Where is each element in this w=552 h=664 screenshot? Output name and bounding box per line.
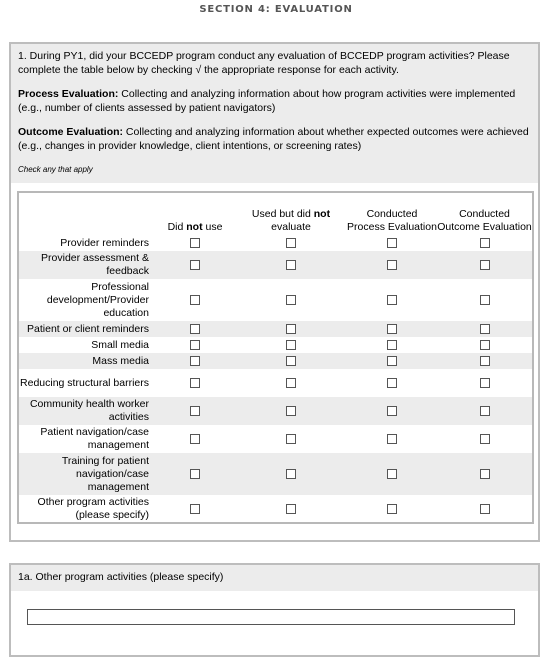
checkbox-cell xyxy=(155,353,235,369)
checkbox-cell xyxy=(347,251,437,279)
checkbox-cell xyxy=(347,425,437,453)
row-label: Small media xyxy=(91,338,149,351)
row-label: Reducing structural barriers xyxy=(20,376,149,389)
check-any-note: Check any that apply xyxy=(18,165,93,174)
checkbox-cell xyxy=(235,337,347,353)
checkbox-cell xyxy=(437,279,532,321)
checkbox-outcome-evaluation[interactable] xyxy=(480,378,490,388)
checkbox-cell xyxy=(437,353,532,369)
checkbox-used-not-evaluated[interactable] xyxy=(286,504,296,514)
checkbox-cell xyxy=(437,321,532,337)
checkbox-cell xyxy=(437,235,532,251)
other-activities-input[interactable] xyxy=(27,609,515,625)
checkbox-used-not-evaluated[interactable] xyxy=(286,238,296,248)
process-evaluation-definition xyxy=(18,88,532,115)
checkbox-cell xyxy=(437,453,532,495)
checkbox-cell xyxy=(155,425,235,453)
question-1-header xyxy=(11,44,538,183)
header-used-not-evaluate: Used but did not evaluate xyxy=(251,208,331,233)
checkbox-cell xyxy=(347,495,437,523)
checkbox-used-not-evaluated[interactable] xyxy=(286,356,296,366)
checkbox-outcome-evaluation[interactable] xyxy=(480,434,490,444)
checkbox-cell xyxy=(347,369,437,397)
checkbox-process-evaluation[interactable] xyxy=(387,356,397,366)
question-1-text: 1. During PY1, did your BCCEDP program conduct any evaluation of BCCEDP program activities? Please complete the table below by checking √ the appropriate response for each activity. xyxy=(18,50,510,76)
checkbox-cell xyxy=(235,251,347,279)
checkbox-cell xyxy=(437,369,532,397)
checkbox-process-evaluation[interactable] xyxy=(387,340,397,350)
checkbox-did-not-use[interactable] xyxy=(190,260,200,270)
checkbox-used-not-evaluated[interactable] xyxy=(286,295,296,305)
checkbox-process-evaluation[interactable] xyxy=(387,324,397,334)
row-label: Training for patient navigation/case management xyxy=(19,453,155,495)
checkbox-cell xyxy=(347,279,437,321)
checkbox-outcome-evaluation[interactable] xyxy=(480,469,490,479)
header-did-not-use: Did not use xyxy=(167,221,223,233)
outcome-evaluation-label: Outcome Evaluation: xyxy=(18,126,124,138)
checkbox-cell xyxy=(155,369,235,397)
checkbox-used-not-evaluated[interactable] xyxy=(286,324,296,334)
checkbox-outcome-evaluation[interactable] xyxy=(480,295,490,305)
table-row xyxy=(19,279,532,321)
checkbox-cell xyxy=(347,453,437,495)
process-evaluation-text: Collecting and analyzing information about how program activities were implemented (e.g., number of clients assessed by patient navigators) xyxy=(18,88,516,114)
checkbox-cell xyxy=(155,321,235,337)
header-empty xyxy=(19,193,155,235)
checkbox-cell xyxy=(235,235,347,251)
checkbox-cell xyxy=(235,321,347,337)
checkbox-cell xyxy=(155,279,235,321)
checkbox-outcome-evaluation[interactable] xyxy=(480,324,490,334)
checkbox-outcome-evaluation[interactable] xyxy=(480,238,490,248)
checkbox-cell xyxy=(347,397,437,425)
checkbox-cell xyxy=(347,235,437,251)
checkbox-process-evaluation[interactable] xyxy=(387,406,397,416)
checkbox-outcome-evaluation[interactable] xyxy=(480,406,490,416)
checkbox-process-evaluation[interactable] xyxy=(387,378,397,388)
table-row xyxy=(19,495,532,523)
checkbox-process-evaluation[interactable] xyxy=(387,238,397,248)
outcome-evaluation-definition xyxy=(18,126,532,153)
checkbox-used-not-evaluated[interactable] xyxy=(286,340,296,350)
checkbox-did-not-use[interactable] xyxy=(190,469,200,479)
row-label: Provider reminders xyxy=(60,236,149,249)
checkbox-cell xyxy=(235,279,347,321)
checkbox-cell xyxy=(155,397,235,425)
row-label: Professional development/Provider education xyxy=(46,280,149,319)
checkbox-did-not-use[interactable] xyxy=(190,504,200,514)
checkbox-cell xyxy=(235,369,347,397)
checkbox-cell xyxy=(347,337,437,353)
table-row xyxy=(19,235,532,251)
checkbox-cell xyxy=(155,337,235,353)
checkbox-did-not-use[interactable] xyxy=(190,434,200,444)
checkbox-outcome-evaluation[interactable] xyxy=(480,504,490,514)
checkbox-cell xyxy=(437,251,532,279)
checkbox-used-not-evaluated[interactable] xyxy=(286,434,296,444)
checkbox-process-evaluation[interactable] xyxy=(387,260,397,270)
table-header-row xyxy=(19,193,532,235)
checkbox-cell xyxy=(437,495,532,523)
checkbox-cell xyxy=(347,321,437,337)
table-row xyxy=(19,353,532,369)
evaluation-grid xyxy=(17,191,534,524)
checkbox-used-not-evaluated[interactable] xyxy=(286,469,296,479)
checkbox-cell xyxy=(235,453,347,495)
checkbox-cell xyxy=(235,353,347,369)
row-label: Patient or client reminders xyxy=(19,321,155,337)
checkbox-cell xyxy=(155,495,235,523)
checkbox-did-not-use[interactable] xyxy=(190,340,200,350)
checkbox-cell xyxy=(437,337,532,353)
checkbox-did-not-use[interactable] xyxy=(190,406,200,416)
row-label: Patient navigation/case management xyxy=(40,426,149,451)
checkbox-outcome-evaluation[interactable] xyxy=(480,356,490,366)
checkbox-cell xyxy=(235,495,347,523)
checkbox-used-not-evaluated[interactable] xyxy=(286,378,296,388)
row-label: Community health worker activities xyxy=(19,397,155,425)
checkbox-did-not-use[interactable] xyxy=(190,356,200,366)
question-1-panel xyxy=(9,42,540,542)
row-label: Provider assessment & feedback xyxy=(19,251,155,279)
checkbox-cell xyxy=(347,353,437,369)
row-label: Mass media xyxy=(19,353,155,369)
header-process-evaluation: Conducted Process Evaluation xyxy=(347,208,437,233)
table-row xyxy=(19,397,532,425)
checkbox-cell xyxy=(155,251,235,279)
question-1a-label: 1a. Other program activities (please specify) xyxy=(11,565,538,591)
checkbox-cell xyxy=(437,397,532,425)
header-outcome-evaluation: Conducted Outcome Evaluation xyxy=(437,208,532,233)
checkbox-outcome-evaluation[interactable] xyxy=(480,260,490,270)
checkbox-cell xyxy=(235,425,347,453)
checkbox-cell xyxy=(437,425,532,453)
checkbox-cell xyxy=(155,453,235,495)
checkbox-process-evaluation[interactable] xyxy=(387,469,397,479)
process-evaluation-label: Process Evaluation: xyxy=(18,88,119,100)
table-row xyxy=(19,425,532,453)
section-title: SECTION 4: EVALUATION xyxy=(199,4,353,15)
checkbox-did-not-use[interactable] xyxy=(190,238,200,248)
table-row xyxy=(19,453,532,495)
table-row xyxy=(19,369,532,397)
checkbox-did-not-use[interactable] xyxy=(190,378,200,388)
table-row xyxy=(19,337,532,353)
checkbox-outcome-evaluation[interactable] xyxy=(480,340,490,350)
question-1a-panel xyxy=(9,563,540,657)
checkbox-used-not-evaluated[interactable] xyxy=(286,260,296,270)
checkbox-cell xyxy=(155,235,235,251)
table-row xyxy=(19,321,532,337)
checkbox-cell xyxy=(235,397,347,425)
checkbox-process-evaluation[interactable] xyxy=(387,295,397,305)
checkbox-did-not-use[interactable] xyxy=(190,324,200,334)
checkbox-did-not-use[interactable] xyxy=(190,295,200,305)
outcome-evaluation-text: Collecting and analyzing information about whether expected outcomes were achieved (e.g., changes in provider knowledge, client intentions, or screening rates) xyxy=(18,126,529,152)
checkbox-used-not-evaluated[interactable] xyxy=(286,406,296,416)
row-label: Other program activities (please specify) xyxy=(37,496,149,521)
table-row xyxy=(19,251,532,279)
evaluation-table xyxy=(19,193,532,523)
checkbox-process-evaluation[interactable] xyxy=(387,434,397,444)
checkbox-process-evaluation[interactable] xyxy=(387,504,397,514)
